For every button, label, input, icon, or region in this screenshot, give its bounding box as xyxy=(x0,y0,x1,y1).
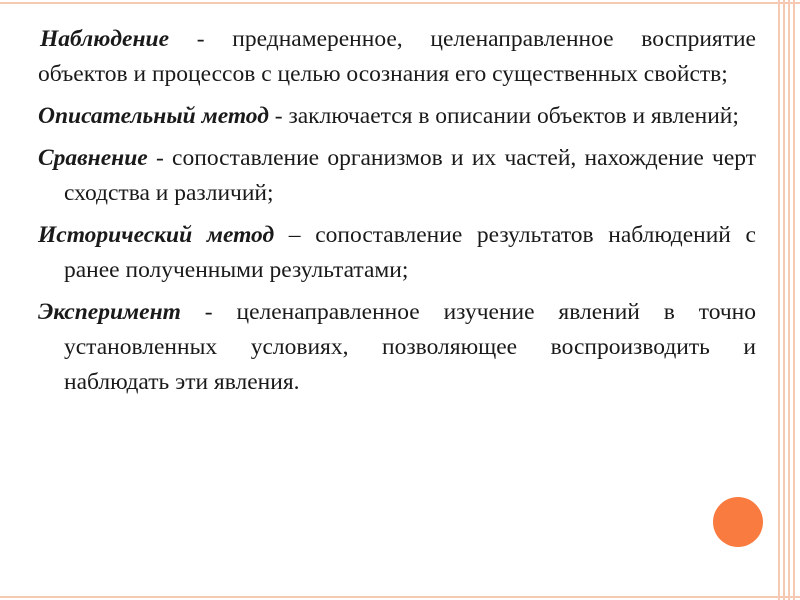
term-descriptive-method: Описательный метод xyxy=(38,103,269,129)
definition-text: - сопоставление организмов и их частей, нахождение черт сходства и различий; xyxy=(64,145,756,206)
definition-observation xyxy=(38,22,756,92)
definition-text: – сопоставление результатов наблюдений с ранее полученными результатами; xyxy=(64,222,756,283)
term-experiment: Эксперимент xyxy=(38,299,181,325)
accent-circle xyxy=(713,497,763,547)
definition-text: - заключается в описании объектов и явлений; xyxy=(268,103,739,129)
term-comparison: Сравнение xyxy=(38,145,148,171)
definition-experiment xyxy=(38,295,756,400)
definition-comparison xyxy=(38,141,756,211)
term-observation: Наблюдение xyxy=(40,26,170,52)
frame-right-line xyxy=(788,0,790,600)
definitions-list xyxy=(38,22,756,407)
definition-historical-method xyxy=(38,218,756,288)
frame-right-line xyxy=(793,0,795,600)
definition-descriptive-method xyxy=(38,99,756,134)
frame-bottom-line xyxy=(0,596,800,598)
term-historical-method: Исторический метод xyxy=(38,222,275,248)
definition-text: - преднамеренное, целенаправленное восприятие объектов и процессов с целью осознания его существенных свойств; xyxy=(38,26,756,87)
definition-text: - целенаправленное изучение явлений в точно установленных условиях, позволяющее воспроизводить и наблюдать эти явления. xyxy=(64,299,756,395)
frame-right-line xyxy=(778,0,780,600)
frame-right-line xyxy=(783,0,785,600)
frame-top-line xyxy=(0,2,800,4)
